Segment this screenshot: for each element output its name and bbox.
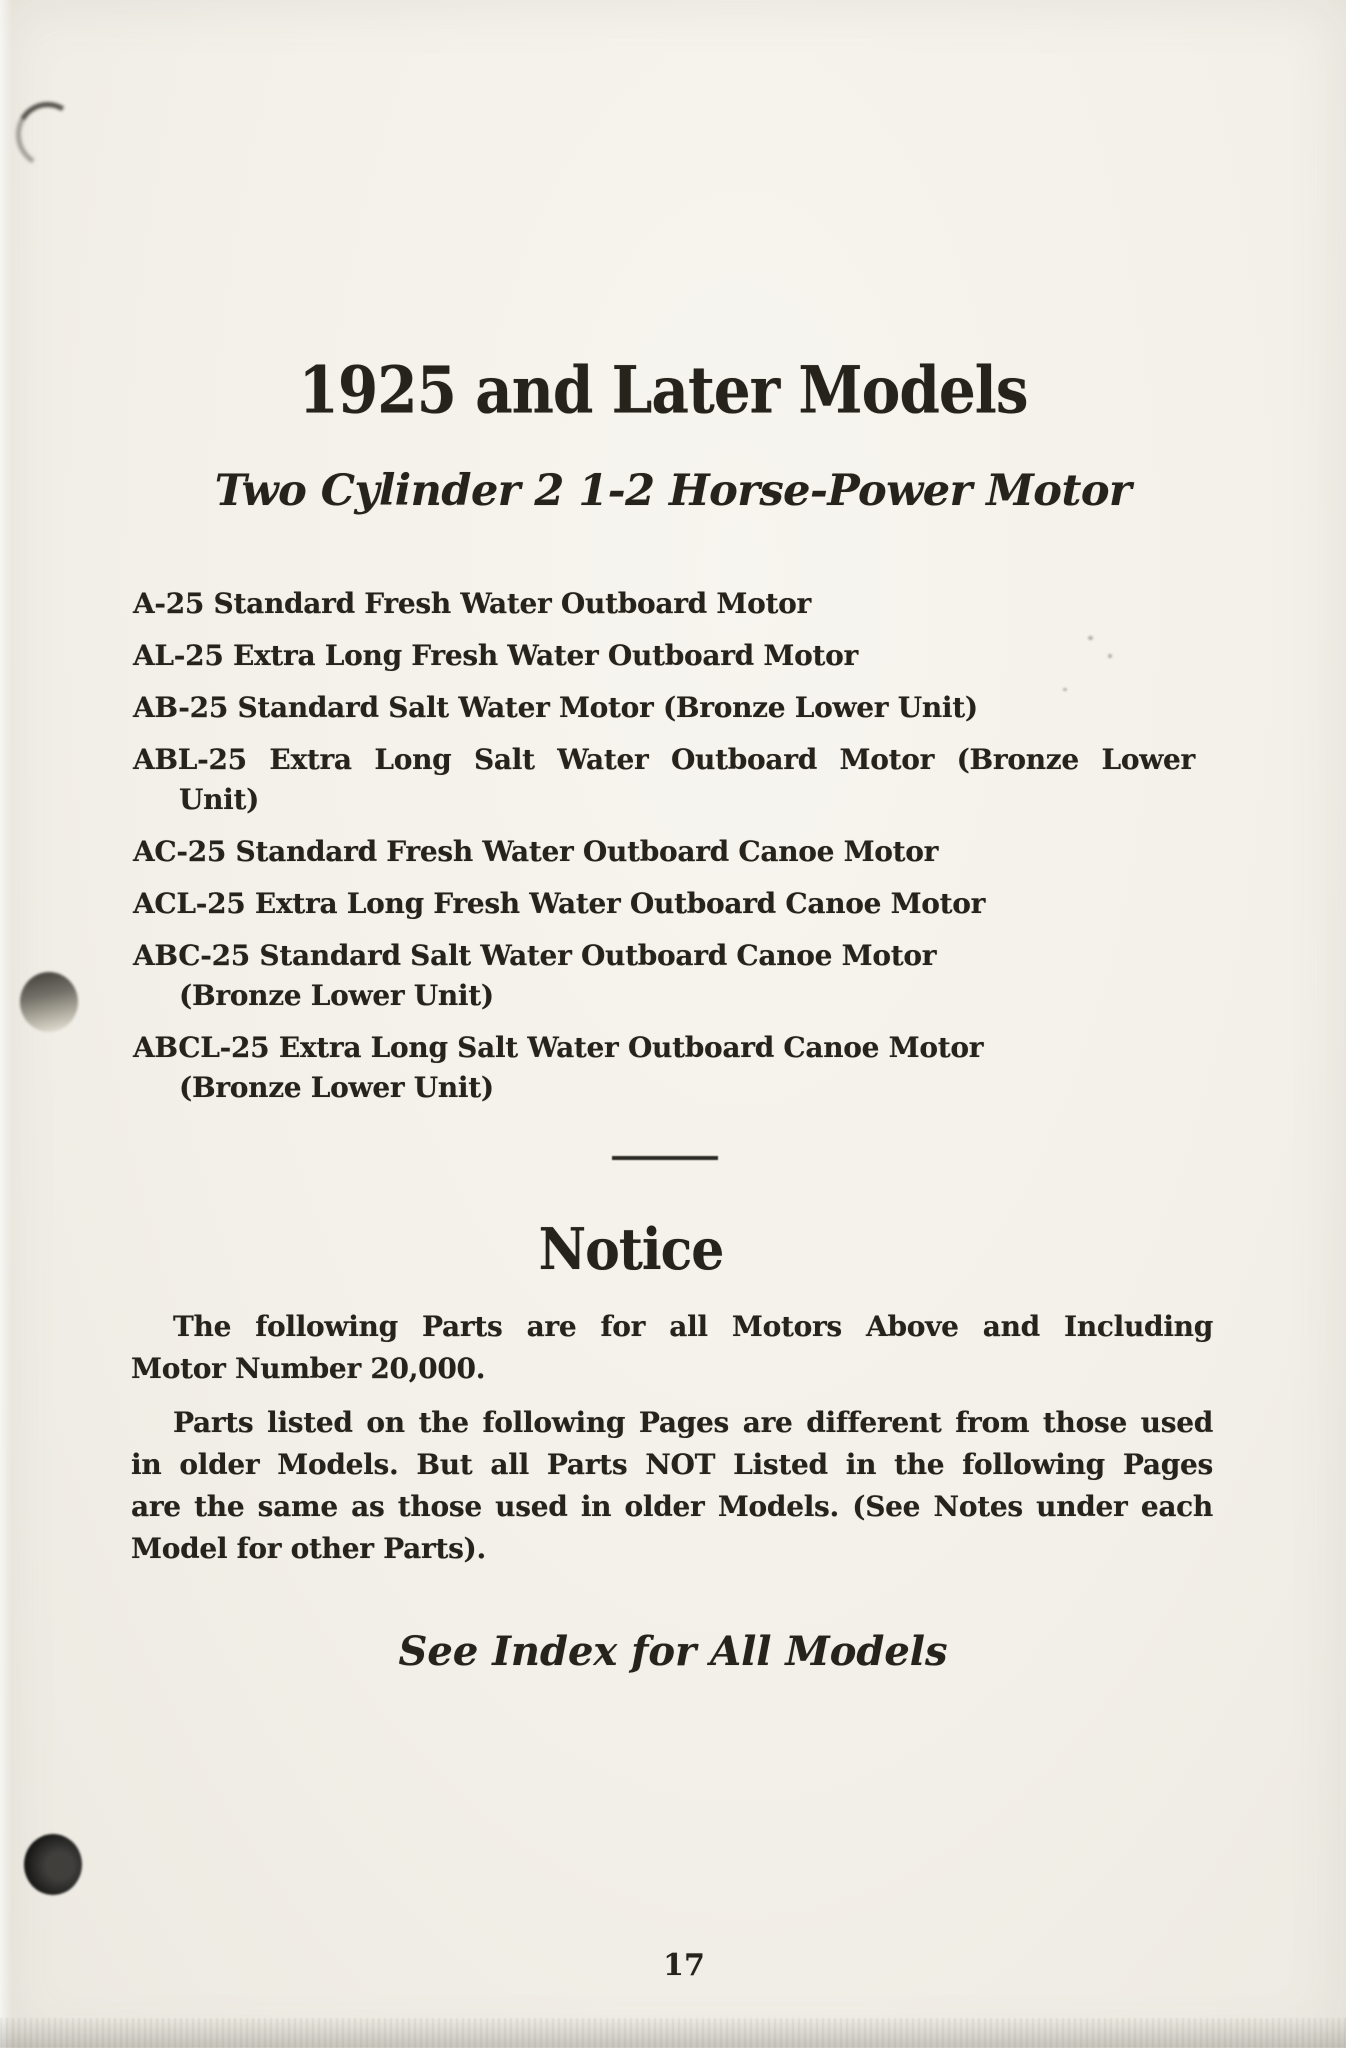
model-text: ABL-25 Extra Long Salt Water Outboard Motor (Bronze Lower <box>133 743 1195 776</box>
page-number: 17 <box>663 1948 705 1983</box>
model-text: AB-25 Standard Salt Water Motor (Bronze Lower Unit) <box>133 691 978 724</box>
page-subtitle: Two Cylinder 2 1-2 Horse-Power Motor <box>214 466 1132 516</box>
binding-hole-shadow <box>20 972 78 1032</box>
model-text: ACL-25 Extra Long Fresh Water Outboard Canoe Motor <box>133 887 986 920</box>
model-list-item <box>133 1028 1195 1108</box>
paragraph-line: Model for other Parts). <box>131 1532 486 1565</box>
index-note: See Index for All Models <box>398 1628 948 1675</box>
notice-heading: Notice <box>538 1216 724 1284</box>
notice-paragraph-2 <box>131 1402 1213 1570</box>
scan-edge-highlight <box>0 0 12 2048</box>
model-list-item <box>133 936 1195 1016</box>
model-list-item <box>133 884 1195 924</box>
section-divider-rule <box>612 1156 718 1160</box>
model-list-item <box>133 636 1195 676</box>
page-title: 1925 and Later Models <box>298 352 1028 429</box>
scan-arc-mark <box>9 95 87 175</box>
model-text-continuation: Unit) <box>179 783 260 816</box>
model-text: AL-25 Extra Long Fresh Water Outboard Motor <box>133 639 858 672</box>
model-text: ABCL-25 Extra Long Salt Water Outboard Canoe Motor <box>133 1031 984 1064</box>
model-list-item <box>133 740 1195 820</box>
model-text-continuation: (Bronze Lower Unit) <box>179 979 494 1012</box>
model-list-item <box>133 832 1195 872</box>
paragraph-line: Parts listed on the following Pages are different from those used <box>173 1406 1213 1439</box>
notice-paragraph-1 <box>131 1306 1213 1390</box>
paragraph-line: Motor Number 20,000. <box>131 1352 486 1385</box>
model-list-item <box>133 584 1195 624</box>
model-text-continuation: (Bronze Lower Unit) <box>179 1071 494 1104</box>
model-text: ABC-25 Standard Salt Water Outboard Canoe Motor <box>133 939 937 972</box>
paragraph-line: are the same as those used in older Models. (See Notes under each <box>131 1490 1213 1523</box>
paragraph-line: The following Parts are for all Motors Above and Including <box>173 1310 1213 1343</box>
binding-hole-dark <box>24 1834 82 1895</box>
model-list-item <box>133 688 1195 728</box>
model-text: A-25 Standard Fresh Water Outboard Motor <box>133 587 811 620</box>
model-text: AC-25 Standard Fresh Water Outboard Canoe Motor <box>133 835 939 868</box>
scan-bottom-noise <box>0 2018 1346 2048</box>
model-list <box>133 584 1195 1120</box>
paragraph-line: in older Models. But all Parts NOT Listed in the following Pages <box>131 1448 1213 1481</box>
